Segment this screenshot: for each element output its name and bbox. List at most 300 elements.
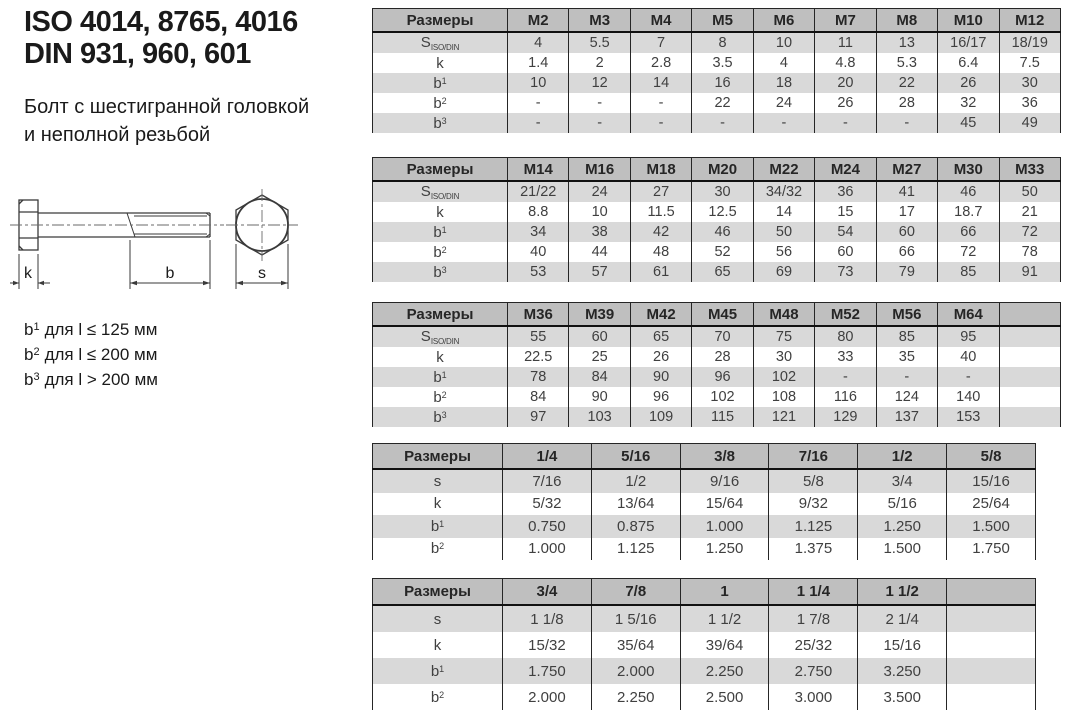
value-cell: 36 bbox=[999, 93, 1061, 113]
value-cell: 25/32 bbox=[769, 632, 858, 658]
row-label-cell bbox=[373, 262, 508, 282]
footnote-symbol-sup: 1 bbox=[33, 321, 40, 333]
value-cell: - bbox=[876, 367, 937, 387]
table-row bbox=[373, 32, 1061, 53]
value-cell: 21/22 bbox=[508, 181, 569, 202]
table-row bbox=[373, 387, 1061, 407]
value-cell: 21 bbox=[999, 202, 1061, 222]
row-label-base: b bbox=[430, 688, 440, 706]
dimensions-header-cell: Размеры bbox=[373, 9, 508, 33]
size-column-header: 5/16 bbox=[591, 444, 680, 470]
value-cell: 32 bbox=[938, 93, 999, 113]
row-label-base: S bbox=[420, 34, 431, 51]
size-column-header: M7 bbox=[815, 9, 876, 33]
row-label-sup: 2 bbox=[439, 541, 445, 552]
value-cell: 121 bbox=[753, 407, 814, 427]
size-column-header: M18 bbox=[630, 158, 691, 182]
value-cell: 0.875 bbox=[591, 515, 680, 538]
table-row bbox=[373, 469, 1036, 493]
table-row bbox=[373, 222, 1061, 242]
footnote-b2 bbox=[24, 341, 158, 366]
value-cell: 44 bbox=[569, 242, 630, 262]
size-column-header: 1/4 bbox=[503, 444, 592, 470]
table-row bbox=[373, 113, 1061, 133]
value-cell: 90 bbox=[569, 387, 630, 407]
value-cell: 22 bbox=[876, 73, 937, 93]
size-column-header: 7/8 bbox=[591, 579, 680, 606]
value-cell: 9/16 bbox=[680, 469, 769, 493]
row-label-sup: 3 bbox=[441, 264, 447, 275]
row-label-cell bbox=[373, 242, 508, 262]
value-cell: 22 bbox=[692, 93, 753, 113]
row-label-cell bbox=[373, 469, 503, 493]
row-label-cell bbox=[373, 53, 508, 73]
size-column-header: M39 bbox=[569, 303, 630, 327]
row-label-base: b bbox=[433, 243, 442, 261]
table-row bbox=[373, 605, 1036, 632]
value-cell: 13 bbox=[876, 32, 937, 53]
description-line-1: Болт с шестигранной головкой bbox=[24, 96, 310, 118]
value-cell: 25 bbox=[569, 347, 630, 367]
size-column-header: 3/8 bbox=[680, 444, 769, 470]
product-description bbox=[24, 93, 309, 149]
value-cell: 38 bbox=[569, 222, 630, 242]
table-row bbox=[373, 326, 1061, 347]
metric-table-m2-m12 bbox=[372, 8, 1061, 133]
value-cell: 1.750 bbox=[503, 658, 592, 684]
metric-table-m36-m64 bbox=[372, 302, 1061, 427]
value-cell: 18/19 bbox=[999, 32, 1061, 53]
value-cell: 73 bbox=[815, 262, 876, 282]
value-cell: 49 bbox=[999, 113, 1061, 133]
value-cell: 41 bbox=[876, 181, 937, 202]
value-cell: 65 bbox=[692, 262, 753, 282]
value-cell: 3.000 bbox=[769, 684, 858, 710]
value-cell: 2.000 bbox=[591, 658, 680, 684]
value-cell: 129 bbox=[815, 407, 876, 427]
footnote-b3 bbox=[24, 366, 158, 391]
value-cell: 20 bbox=[815, 73, 876, 93]
size-column-header: 5/8 bbox=[947, 444, 1036, 470]
value-cell: 1.250 bbox=[858, 515, 947, 538]
row-label-sup: 1 bbox=[441, 369, 447, 380]
value-cell: - bbox=[876, 113, 937, 133]
dim-label-k: k bbox=[24, 265, 32, 282]
value-cell: 18.7 bbox=[938, 202, 999, 222]
value-cell: 1 1/8 bbox=[503, 605, 592, 632]
row-label-cell bbox=[373, 658, 503, 684]
table-row bbox=[373, 202, 1061, 222]
value-cell: 65 bbox=[630, 326, 691, 347]
table-row bbox=[373, 493, 1036, 516]
value-cell bbox=[947, 684, 1036, 710]
size-column-header: 3/4 bbox=[503, 579, 592, 606]
table-row bbox=[373, 73, 1061, 93]
iso-standards-line: ISO 4014, 8765, 4016 bbox=[24, 6, 298, 38]
size-column-header: M4 bbox=[630, 9, 691, 33]
footnote-symbol: b bbox=[24, 370, 34, 389]
value-cell: 16/17 bbox=[938, 32, 999, 53]
row-label-sup: 2 bbox=[441, 244, 447, 255]
size-column-header: 7/16 bbox=[769, 444, 858, 470]
dimensions-header-cell: Размеры bbox=[373, 444, 503, 470]
value-cell: 6.4 bbox=[938, 53, 999, 73]
value-cell bbox=[999, 367, 1061, 387]
size-column-header: 1 bbox=[680, 579, 769, 606]
row-label-base: k bbox=[436, 203, 444, 221]
value-cell: 14 bbox=[630, 73, 691, 93]
table-row bbox=[373, 53, 1061, 73]
value-cell: 26 bbox=[938, 73, 999, 93]
table-header-row bbox=[373, 158, 1061, 182]
size-column-header: M10 bbox=[938, 9, 999, 33]
row-label-cell bbox=[373, 93, 508, 113]
value-cell: 28 bbox=[692, 347, 753, 367]
value-cell: 10 bbox=[508, 73, 569, 93]
value-cell: 96 bbox=[630, 387, 691, 407]
value-cell: 13/64 bbox=[591, 493, 680, 516]
value-cell: 1.000 bbox=[503, 538, 592, 561]
value-cell: 18 bbox=[753, 73, 814, 93]
value-cell: 26 bbox=[630, 347, 691, 367]
value-cell: 11.5 bbox=[630, 202, 691, 222]
footnote-text: для l > 200 мм bbox=[44, 370, 158, 389]
row-label-cell bbox=[373, 202, 508, 222]
value-cell: 24 bbox=[753, 93, 814, 113]
value-cell: 96 bbox=[692, 367, 753, 387]
value-cell: 7 bbox=[630, 32, 691, 53]
size-column-header: M5 bbox=[692, 9, 753, 33]
value-cell: 5.3 bbox=[876, 53, 937, 73]
table-row bbox=[373, 242, 1061, 262]
row-label-cell bbox=[373, 684, 503, 710]
value-cell: 95 bbox=[938, 326, 999, 347]
value-cell: 91 bbox=[999, 262, 1061, 282]
row-label-sup: 2 bbox=[441, 389, 447, 400]
size-column-header: M12 bbox=[999, 9, 1061, 33]
value-cell: 1.750 bbox=[947, 538, 1036, 561]
value-cell: 1.125 bbox=[769, 515, 858, 538]
table-row bbox=[373, 538, 1036, 561]
value-cell: - bbox=[508, 93, 569, 113]
value-cell: 1.4 bbox=[508, 53, 569, 73]
row-label-base: b bbox=[433, 74, 442, 92]
size-column-header: M3 bbox=[569, 9, 630, 33]
size-column-header: M33 bbox=[999, 158, 1061, 182]
footnote-text: для l ≤ 125 мм bbox=[44, 320, 158, 339]
table-header-row bbox=[373, 303, 1061, 327]
table-row bbox=[373, 632, 1036, 658]
value-cell: 4 bbox=[508, 32, 569, 53]
value-cell: 116 bbox=[815, 387, 876, 407]
value-cell: 2.750 bbox=[769, 658, 858, 684]
value-cell: 1 5/16 bbox=[591, 605, 680, 632]
row-label-cell bbox=[373, 326, 508, 347]
footnote-symbol: b bbox=[24, 320, 34, 339]
inch-table-quarter-to-5-8 bbox=[372, 443, 1036, 560]
value-cell: 2.500 bbox=[680, 684, 769, 710]
size-column-header: M30 bbox=[938, 158, 999, 182]
value-cell: - bbox=[938, 367, 999, 387]
value-cell: 57 bbox=[569, 262, 630, 282]
value-cell: 9/32 bbox=[769, 493, 858, 516]
value-cell: 153 bbox=[938, 407, 999, 427]
value-cell: 33 bbox=[815, 347, 876, 367]
value-cell bbox=[999, 326, 1061, 347]
table-row bbox=[373, 262, 1061, 282]
value-cell: 40 bbox=[508, 242, 569, 262]
value-cell: 3.500 bbox=[858, 684, 947, 710]
value-cell: 80 bbox=[815, 326, 876, 347]
row-label-cell bbox=[373, 347, 508, 367]
row-label-cell bbox=[373, 632, 503, 658]
size-column-header: M36 bbox=[508, 303, 569, 327]
row-label-base: k bbox=[433, 495, 442, 513]
value-cell: 12.5 bbox=[692, 202, 753, 222]
value-cell: 85 bbox=[938, 262, 999, 282]
size-column-header: M52 bbox=[815, 303, 876, 327]
value-cell: 102 bbox=[692, 387, 753, 407]
dimensions-header-cell: Размеры bbox=[373, 303, 508, 327]
value-cell: 1.000 bbox=[680, 515, 769, 538]
value-cell: 50 bbox=[753, 222, 814, 242]
row-label-base: k bbox=[433, 636, 442, 654]
row-label-base: s bbox=[433, 472, 442, 490]
value-cell: 17 bbox=[876, 202, 937, 222]
size-column-header: M24 bbox=[815, 158, 876, 182]
table-row bbox=[373, 407, 1061, 427]
row-label-cell bbox=[373, 493, 503, 516]
value-cell: 24 bbox=[569, 181, 630, 202]
value-cell: 61 bbox=[630, 262, 691, 282]
value-cell: 109 bbox=[630, 407, 691, 427]
value-cell: 5/32 bbox=[503, 493, 592, 516]
value-cell: 12 bbox=[569, 73, 630, 93]
row-label-base: b bbox=[430, 662, 440, 680]
row-label-base: b bbox=[433, 408, 442, 426]
value-cell: 3.5 bbox=[692, 53, 753, 73]
value-cell: 14 bbox=[753, 202, 814, 222]
value-cell: 40 bbox=[938, 347, 999, 367]
value-cell: 54 bbox=[815, 222, 876, 242]
footnote-b1 bbox=[24, 316, 158, 341]
table-header-row bbox=[373, 579, 1036, 606]
size-column-header: 1 1/2 bbox=[858, 579, 947, 606]
size-column-header: M56 bbox=[876, 303, 937, 327]
row-label-sup: 1 bbox=[441, 75, 447, 86]
dim-label-s: s bbox=[258, 265, 266, 282]
row-label-sub: ISO/DIN bbox=[430, 43, 460, 52]
value-cell: 28 bbox=[876, 93, 937, 113]
size-column-header: M20 bbox=[692, 158, 753, 182]
value-cell: 10 bbox=[753, 32, 814, 53]
value-cell: 56 bbox=[753, 242, 814, 262]
value-cell bbox=[999, 347, 1061, 367]
value-cell: 85 bbox=[876, 326, 937, 347]
value-cell: 39/64 bbox=[680, 632, 769, 658]
value-cell: 15/16 bbox=[947, 469, 1036, 493]
row-label-cell bbox=[373, 367, 508, 387]
value-cell bbox=[947, 658, 1036, 684]
value-cell: 48 bbox=[630, 242, 691, 262]
value-cell bbox=[947, 632, 1036, 658]
value-cell: 137 bbox=[876, 407, 937, 427]
row-label-cell bbox=[373, 605, 503, 632]
value-cell: 30 bbox=[999, 73, 1061, 93]
row-label-base: b bbox=[433, 114, 442, 132]
value-cell: - bbox=[815, 367, 876, 387]
value-cell: 30 bbox=[692, 181, 753, 202]
value-cell: 2.8 bbox=[630, 53, 691, 73]
bolt-technical-drawing bbox=[10, 188, 330, 303]
value-cell: 140 bbox=[938, 387, 999, 407]
value-cell: - bbox=[753, 113, 814, 133]
size-column-header bbox=[947, 579, 1036, 606]
value-cell: 90 bbox=[630, 367, 691, 387]
value-cell: 84 bbox=[569, 367, 630, 387]
value-cell: 3/4 bbox=[858, 469, 947, 493]
value-cell: 1 1/2 bbox=[680, 605, 769, 632]
value-cell: - bbox=[569, 113, 630, 133]
value-cell: 46 bbox=[938, 181, 999, 202]
value-cell: 103 bbox=[569, 407, 630, 427]
row-label-cell bbox=[373, 32, 508, 53]
size-column-header: M16 bbox=[569, 158, 630, 182]
value-cell: 2.250 bbox=[591, 684, 680, 710]
value-cell: 97 bbox=[508, 407, 569, 427]
row-label-base: S bbox=[420, 328, 431, 345]
size-column-header: M42 bbox=[630, 303, 691, 327]
value-cell: 22.5 bbox=[508, 347, 569, 367]
metric-table-m14-m33 bbox=[372, 157, 1061, 282]
value-cell: 2 bbox=[569, 53, 630, 73]
value-cell: 2.000 bbox=[503, 684, 592, 710]
row-label-sup: 2 bbox=[441, 95, 447, 106]
row-label-base: b bbox=[433, 263, 442, 281]
row-label-base: k bbox=[436, 54, 444, 72]
row-label-cell bbox=[373, 181, 508, 202]
value-cell: 78 bbox=[999, 242, 1061, 262]
standards-title bbox=[24, 6, 298, 70]
value-cell: 124 bbox=[876, 387, 937, 407]
footnote-text: для l ≤ 200 мм bbox=[44, 345, 158, 364]
footnote-symbol: b bbox=[24, 345, 34, 364]
row-label-cell bbox=[373, 113, 508, 133]
value-cell: 7/16 bbox=[503, 469, 592, 493]
row-label-cell bbox=[373, 515, 503, 538]
value-cell bbox=[999, 387, 1061, 407]
row-label-base: k bbox=[436, 348, 444, 366]
footnote-symbol-sup: 3 bbox=[33, 371, 40, 383]
footnotes bbox=[24, 316, 158, 391]
row-label-sup: 1 bbox=[439, 518, 445, 529]
row-label-sub: ISO/DIN bbox=[430, 337, 460, 346]
size-column-header: M2 bbox=[508, 9, 569, 33]
row-label-sup: 3 bbox=[441, 115, 447, 126]
value-cell: 4 bbox=[753, 53, 814, 73]
value-cell: 42 bbox=[630, 222, 691, 242]
value-cell: 35/64 bbox=[591, 632, 680, 658]
row-label-sub: ISO/DIN bbox=[430, 192, 460, 201]
value-cell: 102 bbox=[753, 367, 814, 387]
value-cell: - bbox=[508, 113, 569, 133]
value-cell: - bbox=[630, 93, 691, 113]
row-label-cell bbox=[373, 387, 508, 407]
dimensions-header-cell: Размеры bbox=[373, 158, 508, 182]
table-header-row bbox=[373, 444, 1036, 470]
row-label-base: b bbox=[430, 540, 440, 558]
value-cell: 69 bbox=[753, 262, 814, 282]
row-label-base: b bbox=[433, 388, 442, 406]
size-column-header: M27 bbox=[876, 158, 937, 182]
size-column-header: M64 bbox=[938, 303, 999, 327]
size-column-header: M14 bbox=[508, 158, 569, 182]
value-cell: 36 bbox=[815, 181, 876, 202]
value-cell: - bbox=[692, 113, 753, 133]
size-column-header: 1 1/4 bbox=[769, 579, 858, 606]
value-cell: 52 bbox=[692, 242, 753, 262]
value-cell: 3.250 bbox=[858, 658, 947, 684]
value-cell: 115 bbox=[692, 407, 753, 427]
value-cell: 70 bbox=[692, 326, 753, 347]
row-label-base: b bbox=[430, 517, 440, 535]
table-row bbox=[373, 367, 1061, 387]
value-cell: 15 bbox=[815, 202, 876, 222]
table-row bbox=[373, 684, 1036, 710]
row-label-base: b bbox=[433, 223, 442, 241]
value-cell: 53 bbox=[508, 262, 569, 282]
value-cell bbox=[947, 605, 1036, 632]
size-column-header: M48 bbox=[753, 303, 814, 327]
value-cell: 35 bbox=[876, 347, 937, 367]
value-cell: 72 bbox=[999, 222, 1061, 242]
value-cell: 0.750 bbox=[503, 515, 592, 538]
value-cell: 34/32 bbox=[753, 181, 814, 202]
value-cell: 2.250 bbox=[680, 658, 769, 684]
value-cell: 75 bbox=[753, 326, 814, 347]
value-cell: 1 7/8 bbox=[769, 605, 858, 632]
size-column-header: 1/2 bbox=[858, 444, 947, 470]
table-row bbox=[373, 181, 1061, 202]
value-cell: 66 bbox=[938, 222, 999, 242]
value-cell: 26 bbox=[815, 93, 876, 113]
size-column-header: M6 bbox=[753, 9, 814, 33]
table-row bbox=[373, 658, 1036, 684]
row-label-base: s bbox=[433, 610, 442, 628]
value-cell: 55 bbox=[508, 326, 569, 347]
value-cell: 108 bbox=[753, 387, 814, 407]
table-row bbox=[373, 347, 1061, 367]
row-label-base: b bbox=[433, 368, 442, 386]
value-cell: 1.500 bbox=[947, 515, 1036, 538]
row-label-sup: 1 bbox=[439, 663, 445, 674]
value-cell: 15/32 bbox=[503, 632, 592, 658]
value-cell: 60 bbox=[815, 242, 876, 262]
value-cell: 60 bbox=[876, 222, 937, 242]
table-header-row bbox=[373, 9, 1061, 33]
value-cell: - bbox=[630, 113, 691, 133]
size-column-header bbox=[999, 303, 1061, 327]
value-cell: 5/16 bbox=[858, 493, 947, 516]
footnote-symbol-sup: 2 bbox=[33, 346, 40, 358]
value-cell: 27 bbox=[630, 181, 691, 202]
value-cell bbox=[999, 407, 1061, 427]
value-cell: 45 bbox=[938, 113, 999, 133]
value-cell: 30 bbox=[753, 347, 814, 367]
value-cell: 8.8 bbox=[508, 202, 569, 222]
value-cell: 46 bbox=[692, 222, 753, 242]
value-cell: 66 bbox=[876, 242, 937, 262]
